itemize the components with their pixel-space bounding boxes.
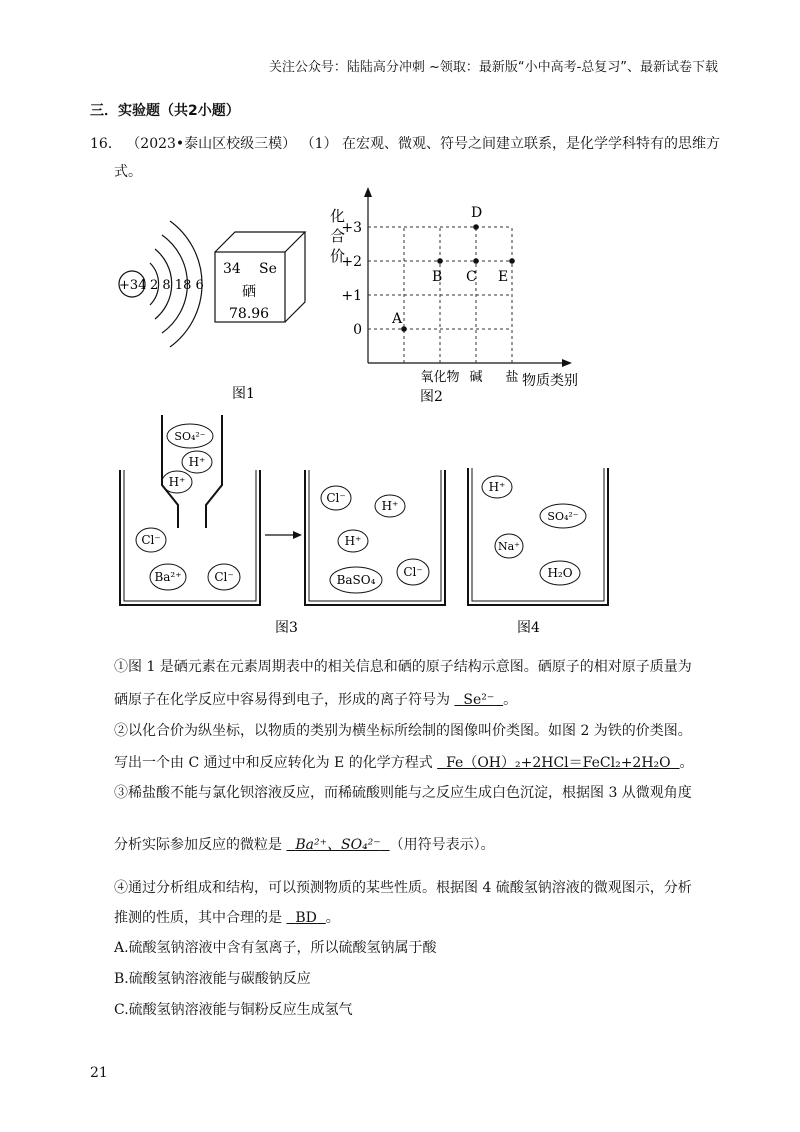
page-header: 关注公众号：陆陆高分冲刺 ~领取：最新版“小中高考-总复习”、最新试卷下载 xyxy=(268,60,718,75)
x-axis-arrow xyxy=(562,359,572,367)
ion-bubble xyxy=(330,567,382,593)
ion-bubble xyxy=(150,564,186,590)
subquestion-2-line1: ②以化合价为纵坐标，以物质的类别为横坐标所绘制的图像叫价类图。如图 2 为铁的价类图。 xyxy=(114,723,692,739)
ion-bubble xyxy=(208,564,240,590)
ion-label: Cl⁻ xyxy=(141,533,161,547)
subquestion-4-suffix: 。 xyxy=(325,910,340,926)
reaction-arrowhead xyxy=(293,531,302,539)
ion-bubble xyxy=(182,451,212,473)
y-label-char-1: 化 xyxy=(330,207,346,225)
subquestion-3-prompt: 分析实际参加反应的微粒是 xyxy=(114,837,282,853)
ion-label: SO₄²⁻ xyxy=(174,430,206,443)
y-tick-label: +2 xyxy=(341,254,362,270)
atomic-number: 34 xyxy=(223,261,241,277)
ion-label: H⁺ xyxy=(168,475,186,489)
x-axis-label: 物质类别 xyxy=(522,373,578,389)
y-label-char-3: 价 xyxy=(330,247,346,265)
ion-bubble xyxy=(167,424,213,448)
subquestion-3-line2 xyxy=(114,834,495,854)
ion-label: H⁺ xyxy=(344,534,362,548)
ion-label: H⁺ xyxy=(381,499,399,513)
element-name: 硒 xyxy=(242,284,256,300)
subquestion-3-line1: ③稀盐酸不能与氯化钡溶液反应，而稀硫酸则能与之反应生成白色沉淀，根据图 3 从微观角度 xyxy=(114,785,692,801)
answer-3: Ba²⁺、SO₄²⁻ xyxy=(295,837,381,853)
y-tick-label: 0 xyxy=(353,322,362,338)
data-point xyxy=(437,258,443,264)
data-point xyxy=(473,258,479,264)
subquestion-4-line2 xyxy=(114,907,340,927)
ion-bubble xyxy=(321,486,351,510)
ion-bubble xyxy=(375,495,405,517)
data-point-label: D xyxy=(471,205,483,221)
subquestion-2-suffix: 。 xyxy=(679,755,694,771)
figure4-caption: 图4 xyxy=(517,620,540,636)
ion-bubble xyxy=(136,528,166,552)
ion-label: Cl⁻ xyxy=(214,570,234,584)
figure1-caption: 图1 xyxy=(232,386,255,402)
subquestion-1-line2 xyxy=(114,689,517,709)
data-point xyxy=(473,224,479,230)
subquestion-4-prompt: 推测的性质，其中合理的是 xyxy=(114,910,282,926)
ion-bubble xyxy=(495,534,523,558)
data-point-label: B xyxy=(432,269,443,285)
figure1 xyxy=(110,205,310,405)
data-point-label: A xyxy=(392,311,403,327)
figure2-caption: 图2 xyxy=(420,389,443,405)
y-tick-label: +3 xyxy=(341,220,362,236)
x-tick-label: 氧化物 xyxy=(420,370,460,385)
electron-shells: 2 8 18 6 xyxy=(150,278,204,293)
answer-1: Se²⁻ xyxy=(463,692,495,708)
ion-label: Na⁺ xyxy=(498,540,520,553)
figure3 xyxy=(110,410,470,640)
ion-bubble xyxy=(482,476,512,498)
subquestion-2-line2 xyxy=(114,752,694,772)
ion-bubble xyxy=(540,504,586,528)
figure3-caption: 图3 xyxy=(275,620,298,636)
atomic-mass: 78.96 xyxy=(229,306,270,322)
option-b: B.硫酸氢钠溶液能与碳酸钠反应 xyxy=(114,971,311,987)
answer-4: BD xyxy=(295,910,317,926)
data-point-label: E xyxy=(498,269,509,285)
question-source: （2023•泰山区校级三模） xyxy=(126,136,297,152)
figure2-valence-chart xyxy=(320,185,600,410)
subquestion-3-suffix: （用符号表示）。 xyxy=(389,837,495,853)
ion-bubble xyxy=(540,561,580,585)
nucleus-charge: +34 xyxy=(119,278,147,293)
subquestion-1-line1: ①图 1 是硒元素在元素周期表中的相关信息和硒的原子结构示意图。硒原子的相对原子质量为 xyxy=(114,659,692,675)
question-stem-line2: 式。 xyxy=(114,164,142,180)
section-title: 三．实验题（共2小题） xyxy=(90,103,240,119)
ion-bubble xyxy=(338,530,368,552)
ion-label: Cl⁻ xyxy=(403,565,423,579)
ion-label: SO₄²⁻ xyxy=(547,510,579,523)
ion-bubble xyxy=(162,471,192,493)
y-tick-label: +1 xyxy=(341,288,362,304)
ion-label: H⁺ xyxy=(488,480,506,494)
element-symbol: Se xyxy=(259,261,277,277)
subquestion-2-prompt: 写出一个由 C 通过中和反应转化为 E 的化学方程式 xyxy=(114,755,433,771)
x-tick-label: 碱 xyxy=(469,370,483,385)
x-tick-label: 盐 xyxy=(505,370,519,385)
question-stem-line1 xyxy=(90,133,720,153)
question-number: 16． xyxy=(90,136,122,152)
subquestion-4-line1: ④通过分析组成和结构，可以预测物质的某些性质。根据图 4 硫酸氢钠溶液的微观图示，分析 xyxy=(114,880,692,896)
data-point xyxy=(509,258,515,264)
answer-2: Fe（OH）₂+2HCl＝FeCl₂+2H₂O xyxy=(446,755,671,771)
data-point xyxy=(401,326,407,332)
data-point-label: C xyxy=(466,269,477,285)
ion-label: Ba²⁺ xyxy=(154,570,182,584)
ion-label: H₂O xyxy=(547,566,573,580)
ion-bubble xyxy=(397,559,429,585)
ion-label: H⁺ xyxy=(188,455,206,469)
y-axis-arrow xyxy=(364,187,372,197)
option-c: C.硫酸氢钠溶液能与铜粉反应生成氢气 xyxy=(114,1002,353,1018)
y-label-char-2: 合 xyxy=(330,227,346,245)
question-part: （1） xyxy=(300,136,338,152)
page-number: 21 xyxy=(90,1065,108,1081)
figure4 xyxy=(460,460,620,640)
question-stem-text: 在宏观、微观、符号之间建立联系，是化学学科特有的思维方 xyxy=(342,136,720,152)
ion-label: BaSO₄ xyxy=(336,573,376,587)
option-a: A.硫酸氢钠溶液中含有氢离子，所以硫酸氢钠属于酸 xyxy=(114,940,437,956)
subquestion-1-prompt: 硒原子在化学反应中容易得到电子，形成的离子符号为 xyxy=(114,692,450,708)
subquestion-1-suffix: 。 xyxy=(503,692,518,708)
ion-label: Cl⁻ xyxy=(326,491,346,505)
dropper-right-wall xyxy=(206,415,222,528)
